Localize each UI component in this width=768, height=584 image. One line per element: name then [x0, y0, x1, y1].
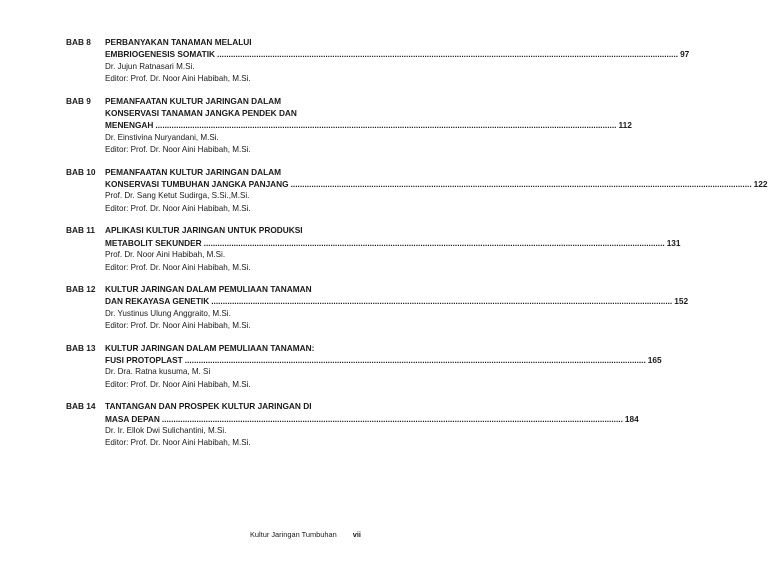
chapter-number: BAB 10	[66, 166, 96, 177]
dot-leader: ........................................................................................................................................................................................................	[184, 354, 646, 365]
chapter-title-line: KULTUR JARINGAN DALAM PEMULIAAN TANAMAN:	[105, 342, 315, 353]
footer-page-number: vii	[352, 530, 361, 539]
toc-entry[interactable]	[66, 283, 689, 333]
chapter-number: BAB 12	[66, 283, 96, 294]
chapter-title	[105, 36, 690, 61]
table-of-contents	[66, 36, 768, 459]
chapter-author: Dr. Einstivina Nuryandani, M.Si.	[105, 132, 219, 142]
toc-entry[interactable]	[66, 342, 662, 392]
chapter-title-last-line	[105, 119, 632, 131]
chapter-title-last-line	[105, 413, 639, 425]
toc-entry[interactable]	[66, 95, 632, 157]
chapter-author: Dr. Dra. Ratna kusuma, M. Si	[105, 367, 211, 377]
chapter-page-number: 97	[680, 49, 690, 60]
chapter-author: Prof. Dr. Noor Aini Habibah, M.Si.	[105, 250, 226, 260]
chapter-body	[105, 95, 632, 157]
chapter-page-number: 112	[618, 120, 632, 131]
toc-entry[interactable]	[66, 224, 681, 274]
dot-leader: ........................................................................................................................................................................................................	[161, 413, 623, 424]
chapter-body	[105, 400, 639, 450]
chapter-body	[105, 224, 681, 274]
chapter-title-line: KONSERVASI TANAMAN JANGKA PENDEK DAN	[105, 108, 297, 119]
dot-leader: ........................................................................................................................................................................................................	[217, 49, 679, 60]
chapter-editor: Editor: Prof. Dr. Noor Aini Habibah, M.Si.	[105, 74, 251, 84]
chapter-title-line: KULTUR JARINGAN DALAM PEMULIAAN TANAMAN	[105, 283, 312, 294]
chapter-body	[105, 166, 768, 216]
chapter-title	[105, 95, 632, 132]
chapter-author: Dr. Yustinus Ulung Anggraito, M.Si.	[105, 308, 231, 318]
chapter-page-number: 122	[753, 179, 768, 190]
chapter-title	[105, 224, 681, 249]
chapter-title-line: PEMANFAATAN KULTUR JARINGAN DALAM	[105, 166, 282, 177]
page-footer	[250, 530, 361, 539]
chapter-editor: Editor: Prof. Dr. Noor Aini Habibah, M.Si.	[105, 438, 251, 448]
chapter-author: Prof. Dr. Sang Ketut Sudirga, S.Si.,M.Si.	[105, 191, 250, 201]
footer-book-title: Kultur Jaringan Tumbuhan	[250, 530, 337, 539]
chapter-title-line: METABOLIT SEKUNDER	[105, 237, 202, 248]
chapter-number: BAB 9	[66, 95, 91, 106]
chapter-title-line: MASA DEPAN	[105, 413, 160, 424]
dot-leader: ........................................................................................................................................................................................................	[290, 179, 752, 190]
chapter-editor: Editor: Prof. Dr. Noor Aini Habibah, M.Si.	[105, 145, 251, 155]
chapter-title-line: PEMANFAATAN KULTUR JARINGAN DALAM	[105, 95, 282, 106]
chapter-number: BAB 8	[66, 37, 91, 47]
chapter-title-line: MENENGAH	[105, 120, 154, 131]
chapter-author: Dr. Ir. Ellok Dwi Sulichantini, M.Si.	[105, 425, 227, 435]
chapter-title	[105, 283, 689, 308]
chapter-title-last-line	[105, 237, 681, 249]
chapter-number: BAB 13	[66, 342, 96, 353]
chapter-author: Dr. Jujun Ratnasari M.Si.	[105, 61, 195, 71]
chapter-number: BAB 11	[66, 225, 96, 236]
chapter-body	[105, 283, 689, 333]
chapter-title-line: EMBRIOGENESIS SOMATIK	[105, 49, 216, 60]
chapter-title-line: FUSI PROTOPLAST	[105, 354, 183, 365]
chapter-title-line: PERBANYAKAN TANAMAN MELALUI	[105, 37, 252, 47]
chapter-title	[105, 400, 639, 425]
chapter-title-last-line	[105, 295, 689, 307]
chapter-title	[105, 166, 768, 191]
chapter-number: BAB 14	[66, 401, 96, 412]
chapter-title-last-line	[105, 48, 690, 60]
chapter-editor: Editor: Prof. Dr. Noor Aini Habibah, M.Si.	[105, 203, 251, 213]
chapter-editor: Editor: Prof. Dr. Noor Aini Habibah, M.Si.	[105, 321, 251, 331]
toc-entry[interactable]	[66, 166, 768, 216]
chapter-page-number: 184	[624, 413, 639, 424]
chapter-title-last-line	[105, 354, 662, 366]
chapter-page-number: 165	[647, 354, 662, 365]
chapter-title-line: KONSERVASI TUMBUHAN JANGKA PANJANG	[105, 179, 289, 190]
chapter-body	[105, 36, 690, 86]
dot-leader: ........................................................................................................................................................................................................	[211, 296, 673, 307]
toc-entry[interactable]	[66, 400, 639, 450]
chapter-body	[105, 342, 662, 392]
chapter-editor: Editor: Prof. Dr. Noor Aini Habibah, M.Si.	[105, 262, 251, 272]
chapter-editor: Editor: Prof. Dr. Noor Aini Habibah, M.Si.	[105, 379, 251, 389]
dot-leader: ........................................................................................................................................................................................................	[203, 237, 665, 248]
dot-leader: ........................................................................................................................................................................................................	[155, 120, 617, 131]
chapter-title	[105, 342, 662, 367]
chapter-page-number: 131	[666, 237, 681, 248]
toc-entry[interactable]	[66, 36, 690, 86]
chapter-title-line: DAN REKAYASA GENETIK	[105, 296, 210, 307]
chapter-title-last-line	[105, 178, 768, 190]
chapter-title-line: APLIKASI KULTUR JARINGAN UNTUK PRODUKSI	[105, 225, 303, 236]
chapter-title-line: TANTANGAN DAN PROSPEK KULTUR JARINGAN DI	[105, 401, 312, 412]
chapter-page-number: 152	[674, 296, 689, 307]
